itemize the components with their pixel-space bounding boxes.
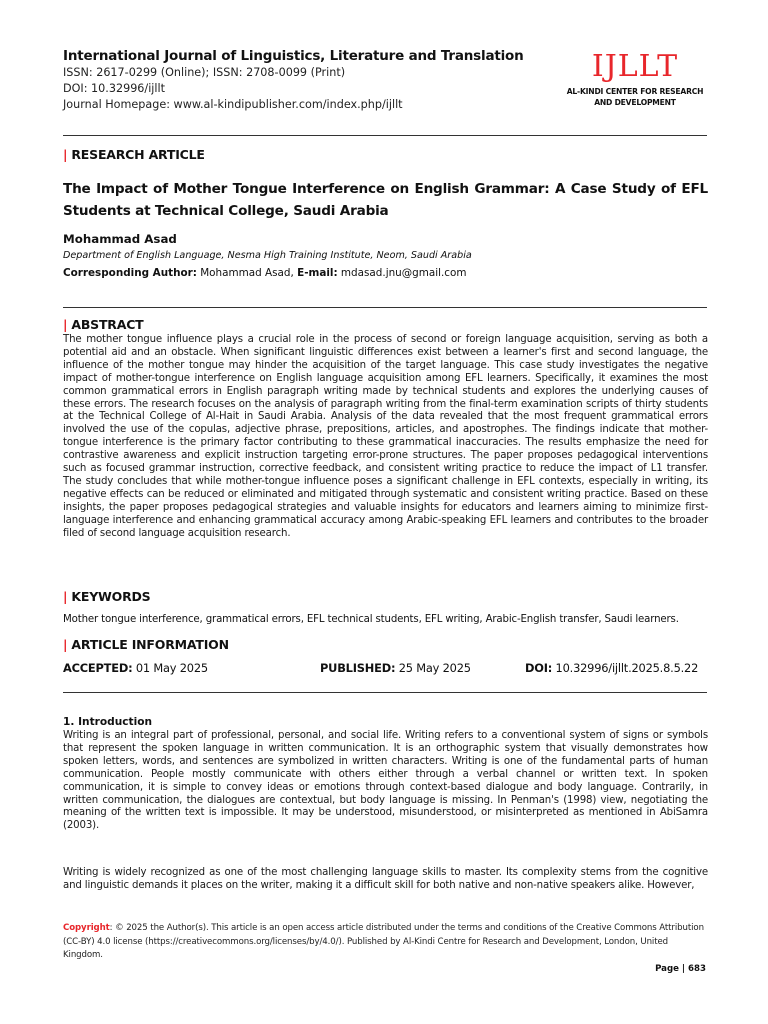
author-name: Mohammad Asad bbox=[63, 232, 177, 246]
info-divider bbox=[63, 692, 707, 693]
journal-issn: ISSN: 2617-0299 (Online); ISSN: 2708-0099 (Print) bbox=[63, 66, 346, 79]
published-date bbox=[320, 661, 471, 675]
section-bar: | bbox=[63, 637, 68, 652]
introduction-paragraph-1: Writing is an integral part of professional, personal, and social life. Writing refers to a conventional system of signs or symbols that represent the spoken language in written communication. It is an orthographic system that visually demonstrates how spoken letters, words, and sentences are symbolized in written characters. Writing is one of the fundamental parts of human communication. People mostly communicate with others either through a verbal channel or written text. In spoken communication, it is simple to convey ideas or emotions through context-based dialogue and body language. Contrarily, in written communication, the dialogues are contextual, but body language is missing. In Penman's (1998) view, negotiating the meaning of the written text is impossible. It may be understood, misunderstood, or misinterpreted as mentioned in AbiSamra (2003). bbox=[63, 730, 708, 832]
introduction-paragraph-2: Writing is widely recognized as one of the most challenging language skills to master. Its complexity stems from the cognitive and linguistic demands it places on the writer, making it a difficult skill for both native and non-native speakers alike. However, bbox=[63, 867, 708, 891]
section-bar: | bbox=[63, 317, 68, 332]
article-type bbox=[63, 147, 205, 163]
corresponding-name: Mohammad Asad, bbox=[196, 267, 298, 279]
section-bar: | bbox=[63, 147, 68, 162]
published-label: PUBLISHED: bbox=[320, 661, 396, 675]
journal-doi: DOI: 10.32996/ijllt bbox=[63, 82, 166, 95]
abstract-heading bbox=[63, 317, 144, 333]
copyright-label: Copyright bbox=[63, 923, 110, 933]
section-bar: | bbox=[63, 589, 68, 604]
author-affiliation: Department of English Language, Nesma High Training Institute, Neom, Saudi Arabia bbox=[63, 250, 472, 261]
article-info-heading-label: ARTICLE INFORMATION bbox=[71, 637, 229, 652]
logo-text: IJLLT bbox=[591, 49, 679, 84]
abstract-heading-label: ABSTRACT bbox=[71, 317, 144, 332]
article-info-heading bbox=[63, 637, 229, 653]
doi-label: DOI: bbox=[525, 661, 553, 675]
article-doi bbox=[525, 661, 698, 675]
corresponding-author: Corresponding Author: Mohammad Asad, E-mail: mdasad.jnu@gmail.com bbox=[63, 267, 467, 279]
published-value: 25 May 2025 bbox=[395, 661, 471, 675]
doi-value[interactable]: 10.32996/ijllt.2025.8.5.22 bbox=[552, 661, 699, 675]
page-number: Page | 683 bbox=[655, 964, 706, 974]
journal-title: International Journal of Linguistics, Literature and Translation bbox=[63, 48, 524, 64]
accepted-date bbox=[63, 661, 208, 675]
accepted-label: ACCEPTED: bbox=[63, 661, 133, 675]
logo-subtitle-line2: AND DEVELOPMENT bbox=[594, 98, 676, 107]
copyright-footnote bbox=[63, 922, 708, 963]
corresponding-label: Corresponding Author: bbox=[63, 267, 197, 279]
corresponding-email[interactable]: mdasad.jnu@gmail.com bbox=[337, 267, 467, 279]
keywords-text: Mother tongue interference, grammatical errors, EFL technical students, EFL writing, Arabic-English transfer, Saudi learners. bbox=[63, 614, 679, 625]
abstract-divider bbox=[63, 307, 707, 308]
email-label: E-mail bbox=[297, 267, 334, 279]
introduction-heading: 1. Introduction bbox=[63, 716, 153, 728]
accepted-value: 01 May 2025 bbox=[132, 661, 208, 675]
logo-subtitle-line1: AL-KINDI CENTER FOR RESEARCH bbox=[566, 87, 704, 96]
journal-header bbox=[63, 47, 543, 113]
logo-subtitle bbox=[560, 86, 710, 108]
journal-logo bbox=[560, 50, 710, 108]
keywords-heading bbox=[63, 589, 150, 605]
paper-title: The Impact of Mother Tongue Interference on English Grammar: A Case Study of EFL Students at Technical College, Saudi Arabia bbox=[63, 181, 708, 219]
header-divider bbox=[63, 135, 707, 136]
abstract-text: The mother tongue influence plays a crucial role in the process of second or foreign language acquisition, serving as both a potential aid and an obstacle. When significant linguistic differences exist between a learner's first and second language, the influence of the mother tongue may hinder the acquisition of the target language. This case study investigates the negative impact of mother-tongue interference on English language acquisition among EFL learners. Specifically, it examines the most common grammatical errors in English paragraph writing made by technical students and explores the underlying causes of these errors. The research focuses on the analysis of paragraph writing from the final-term examination scripts of thirty students at the Technical College of Al-Hait in Saudi Arabia. Analysis of the data revealed that the most frequent grammatical errors involved the use of the copulas, adjective phrase, prepositions, articles, and apostrophes. The findings indicate that mother-tongue interference is the primary factor contributing to these grammatical inaccuracies. The results emphasize the need for contrastive awareness and explicit instruction targeting error-prone structures. The paper proposes pedagogical interventions such as focused grammar instruction, corrective feedback, and consistent writing practice to reduce the impact of L1 transfer. The study concludes that while mother-tongue influence poses a significant challenge in EFL contexts, especially in writing, its negative effects can be reduced or eliminated and mitigated through systematic and consistent writing practice. Based on these insights, the paper proposes pedagogical strategies and valuable insights for educators and learners aiming to minimize first-language interference and enhancing grammatical accuracy among Arabic-speaking EFL learners and contributes to the broader filed of second language acquisition research. bbox=[63, 334, 708, 539]
article-type-label: RESEARCH ARTICLE bbox=[71, 147, 205, 162]
journal-homepage[interactable]: Journal Homepage: www.al-kindipublisher.com/index.php/ijllt bbox=[63, 98, 403, 111]
copyright-text: : © 2025 the Author(s). This article is an open access article distributed under the terms and conditions of the Creative Commons Attribution (CC-BY) 4.0 license (https://creativecommons.org/licenses/by/4.0/). Published by Al-Kindi Centre for Research and Development, London, United Kingdom. bbox=[63, 923, 704, 960]
keywords-heading-label: KEYWORDS bbox=[71, 589, 151, 604]
